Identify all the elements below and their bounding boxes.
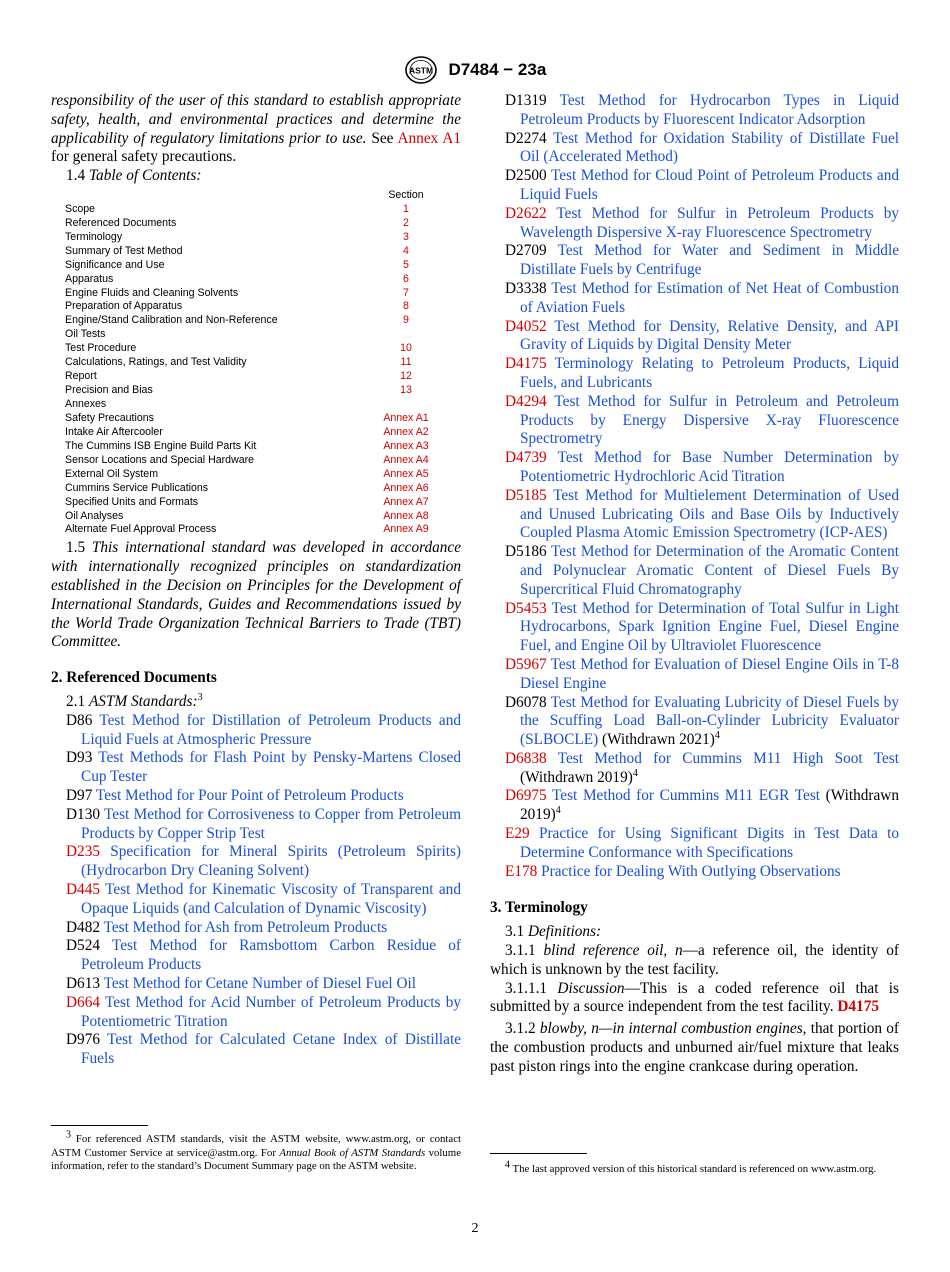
reference-title-link[interactable]: Test Method for Cloud Point of Petroleum Products and Liquid Fuels (520, 167, 899, 203)
reference-item (51, 975, 461, 994)
reference-title-link[interactable]: Test Method for Determination of the Aromatic Content and Polynuclear Aromatic Content of Diesel Fuels By Supercritical Fluid Chromatography (520, 543, 899, 598)
reference-title-link[interactable]: Practice for Dealing With Outlying Observations (541, 862, 841, 880)
toc-section-link[interactable]: 12 (400, 370, 412, 383)
toc-label: Calculations, Ratings, and Test Validity (65, 356, 247, 369)
toc-label: External Oil System (65, 467, 159, 480)
toc-label: Scope (65, 202, 96, 215)
reference-code[interactable]: D664 (66, 993, 100, 1011)
reference-title-link[interactable]: Test Method for Base Number Determination by Potentiometric Hydrochloric Acid Titration (520, 449, 899, 485)
toc-section-link[interactable]: 11 (400, 356, 412, 369)
reference-item (51, 787, 461, 806)
reference-code[interactable]: D2622 (505, 204, 547, 222)
toc-row (65, 300, 461, 314)
reference-title-link[interactable]: Test Method for Pour Point of Petroleum Products (95, 786, 404, 804)
reference-title-link[interactable]: Test Method for Cetane Number of Diesel Fuel Oil (103, 974, 417, 992)
reference-title-link[interactable]: Test Method for Multielement Determination of Used and Unused Lubricating Oils and Base Oils by Inductively Coupled Plasma Atomic Emission Spectrometry (ICP-AES) (520, 486, 899, 542)
paragraph-3-1: 3.1 Definitions: (505, 923, 602, 941)
footnote-rule-right (490, 1153, 587, 1154)
reference-item (490, 242, 899, 280)
footnote-marker: 4 (555, 805, 561, 817)
annex-a1-link[interactable]: Annex A1 (397, 129, 461, 147)
section-2-title: 2. Referenced Documents (51, 669, 217, 687)
reference-code[interactable]: D6838 (505, 749, 547, 767)
toc-section-link[interactable]: 8 (403, 300, 409, 313)
left-reference-list (51, 712, 461, 1069)
reference-item (490, 656, 899, 694)
paragraph-3-1-1: 3.1.1 blind reference oil, n—a reference oil, the identity of which is unknown by the test facility. (490, 942, 899, 978)
footnote-3: $^3$ For referenced ASTM standards, visit the ASTM website, www.astm.org, or contact ASTM Customer Service at service@astm.org. For Annual Book of ASTM Standards volume information, refer to the standard’s Document Summary page on the ASTM website. (51, 1129, 461, 1172)
section-3-title: 3. Terminology (490, 899, 588, 917)
reference-title-link[interactable]: Specification for Mineral Spirits (Petroleum Spirits) (Hydrocarbon Dry Cleaning Solvent) (81, 843, 461, 880)
reference-item (490, 600, 899, 656)
toc-row (65, 454, 461, 468)
toc-row (65, 510, 461, 524)
toc-section-link[interactable]: 1 (403, 202, 409, 215)
footnote-marker: 4 (632, 767, 638, 779)
toc-section-link[interactable]: 4 (403, 244, 409, 257)
toc-section-link[interactable]: 7 (403, 286, 409, 299)
reference-code: D2709 (505, 242, 547, 260)
reference-code: D97 (66, 786, 93, 804)
reference-status: (Withdrawn 2019) (520, 768, 633, 786)
toc-section-link[interactable]: Annex A5 (383, 467, 429, 480)
reference-code: D93 (66, 749, 93, 767)
reference-title-link[interactable]: Test Method for Ash from Petroleum Products (103, 918, 388, 936)
toc-label: Apparatus (65, 272, 114, 285)
reference-title-link[interactable]: Test Method for Water and Sediment in Middle Distillate Fuels by Centrifuge (520, 242, 899, 279)
toc-section-link[interactable]: Annex A9 (383, 523, 429, 536)
page-number: 2 (471, 1221, 479, 1236)
toc-label: Significance and Use (65, 258, 165, 271)
toc-label: Alternate Fuel Approval Process (65, 523, 217, 536)
reference-code[interactable]: D4739 (505, 449, 547, 467)
reference-title-link[interactable]: Test Method for Evaluating Lubricity of Diesel Fuels by the Scuffing Load Ball-on-Cylinder Lubricity Evaluator (SLBOCLE) (520, 693, 899, 749)
reference-title-link[interactable]: Test Method for Distillation of Petroleum Products and Liquid Fuels at Atmospheric Pressure (81, 711, 461, 748)
safety-paragraph (51, 92, 461, 167)
reference-title-link[interactable]: Test Method for Acid Number of Petroleum Products by Potentiometric Titration (81, 993, 461, 1030)
toc-section-link[interactable]: Annex A6 (383, 481, 429, 494)
toc-row (65, 259, 461, 273)
reference-title-link[interactable]: Test Method for Sulfur in Petroleum and Petroleum Products by Energy Dispersive X-ray Fluorescence Spectrometry (520, 392, 899, 448)
reference-item (490, 393, 899, 449)
reference-title-link[interactable]: Practice for Using Significant Digits in Test Data to Determine Conformance with Specifications (520, 825, 899, 861)
toc-label: Engine Fluids and Cleaning Solvents (65, 286, 239, 299)
toc-label: Safety Precautions (65, 411, 154, 424)
toc-label: Precision and Bias (65, 384, 153, 397)
reference-item (490, 787, 899, 825)
logo-text: ASTM (408, 65, 433, 76)
toc-row (65, 496, 461, 510)
toc-row (65, 384, 461, 398)
astm-logo-icon (404, 55, 438, 85)
reference-title-link[interactable]: Test Method for Hydrocarbon Types in Liquid Petroleum Products by Fluorescent Indicator Adsorption (520, 92, 899, 128)
reference-title-link[interactable]: Test Methods for Flash Point by Pensky-Martens Closed Cup Tester (81, 749, 461, 786)
toc-section-link[interactable]: Annex A1 (383, 411, 429, 424)
reference-code: D130 (66, 805, 100, 823)
reference-code[interactable]: E29 (505, 825, 530, 843)
reference-title-link[interactable]: Test Method for Sulfur in Petroleum Products by Wavelength Dispersive X-ray Fluorescence Spectrometry (520, 204, 899, 241)
toc-row (65, 398, 461, 412)
toc-label: Sensor Locations and Special Hardware (65, 453, 255, 466)
reference-status: (Withdrawn 2019) (520, 787, 899, 824)
reference-item (51, 919, 461, 938)
toc-row (65, 426, 461, 440)
toc-row (65, 412, 461, 426)
reference-code: D86 (66, 711, 93, 729)
toc-row (65, 231, 461, 245)
toc-row (65, 370, 461, 384)
paragraph-3-1-1-1: 3.1.1.1 Discussion—This is a coded reference oil that is submitted by a source independent from the test facility. D4175 (490, 979, 900, 1016)
toc-row (65, 440, 461, 454)
toc-label: Intake Air Aftercooler (65, 425, 163, 438)
reference-code[interactable]: D4052 (505, 317, 547, 335)
reference-title-link[interactable]: Test Method for Cummins M11 EGR Test (552, 787, 821, 805)
reference-item (51, 994, 461, 1032)
reference-code: D5186 (505, 543, 547, 561)
paragraph-2-1: 2.1 ASTM Standards:$^3$ (66, 691, 203, 710)
reference-item (490, 205, 899, 243)
reference-item (490, 355, 899, 393)
toc-label: Annexes (65, 398, 107, 411)
right-reference-list (490, 92, 899, 881)
reference-code[interactable]: D4175 (505, 355, 547, 373)
reference-title-link[interactable]: Test Method for Kinematic Viscosity of Transparent and Opaque Liquids (and Calculation of Dynamic Viscosity) (81, 880, 461, 917)
reference-title-link[interactable]: Test Method for Calculated Cetane Index of Distillate Fuels (81, 1031, 461, 1068)
toc-row (65, 287, 461, 301)
toc-section-link[interactable]: Annex A8 (383, 509, 429, 522)
toc-label: Oil Analyses (65, 509, 124, 522)
reference-code: D3338 (505, 279, 547, 297)
toc-row (65, 523, 461, 537)
toc-section-label: Section (388, 188, 424, 201)
toc-label: Engine/Stand Calibration and Non-Reference (65, 314, 278, 327)
toc-row (65, 342, 461, 356)
reference-code[interactable]: D4294 (505, 392, 547, 410)
toc-section-link[interactable]: 6 (403, 272, 409, 285)
reference-code[interactable]: D5967 (505, 655, 547, 673)
safety-text: responsibility of the user of this standard to establish appropriate safety, health, and environmental practices and determine the applicability of regulatory limitations prior to use. (51, 92, 461, 147)
footnote-rule-left (51, 1125, 148, 1126)
page-header (0, 55, 950, 85)
reference-title-link[interactable]: Test Method for Cummins M11 High Soot Test (557, 749, 899, 767)
toc-section-link[interactable]: 10 (400, 342, 412, 355)
reference-code: D2274 (505, 129, 547, 147)
toc-label: Referenced Documents (65, 216, 177, 229)
reference-title-link[interactable]: Test Method for Corrosiveness to Copper from Petroleum Products by Copper Strip Test (81, 805, 461, 842)
paragraph-3-1-2: 3.1.2 blowby, n—in internal combustion engines, that portion of the combustion products and unburned air/fuel mixture that leaks past piston rings into the engine crankcase during operation. (490, 1020, 899, 1075)
reference-item (490, 694, 899, 750)
reference-code[interactable]: D6975 (505, 787, 547, 805)
reference-code[interactable]: D445 (66, 880, 100, 898)
reference-code[interactable]: E178 (505, 862, 538, 880)
reference-title-link[interactable]: Test Method for Evaluation of Diesel Engine Oils in T-8 Diesel Engine (520, 655, 899, 692)
reference-item (490, 825, 899, 863)
reference-item (490, 750, 899, 788)
d4175-link[interactable]: D4175 (837, 998, 879, 1016)
toc-label: Specified Units and Formats (65, 495, 199, 508)
reference-item (490, 92, 899, 130)
reference-item (490, 543, 899, 599)
toc-heading: 1.4 Table of Contents: (66, 167, 202, 185)
reference-title-link[interactable]: Test Method for Ramsbottom Carbon Residue of Petroleum Products (81, 937, 461, 974)
reference-item (51, 937, 461, 975)
reference-item (51, 806, 461, 844)
see-text: See (371, 129, 398, 147)
reference-code: D524 (66, 937, 100, 955)
table-of-contents (65, 189, 461, 537)
left-column (51, 92, 461, 1069)
toc-row (65, 356, 461, 370)
toc-row (65, 314, 461, 328)
reference-item (51, 712, 461, 750)
reference-title-link[interactable]: Terminology Relating to Petroleum Products, Liquid Fuels, and Lubricants (520, 355, 899, 391)
toc-label: Terminology (65, 230, 123, 243)
footnote-4: $^4$ The last approved version of this historical standard is referenced on www.astm.org. (505, 1159, 877, 1175)
toc-section-link[interactable]: 2 (403, 216, 409, 229)
toc-row (65, 468, 461, 482)
document-designation: D7484 − 23a (448, 60, 547, 79)
reference-code[interactable]: D5453 (505, 599, 547, 617)
toc-section-link[interactable]: 9 (403, 314, 409, 327)
reference-title-link[interactable]: Test Method for Determination of Total Sulfur in Light Hydrocarbons, Spark Ignition Engine Fuel, Diesel Engine Fuel, and Engine Oil by Ultraviolet Fluorescence (520, 599, 899, 655)
safety-tail: for general safety precautions. (51, 148, 237, 166)
reference-item (490, 167, 899, 205)
toc-label: Cummins Service Publications (65, 481, 209, 494)
toc-section-link[interactable]: Annex A7 (383, 495, 429, 508)
toc-label: The Cummins ISB Engine Build Parts Kit (65, 439, 257, 452)
toc-row (65, 203, 461, 217)
reference-status: (Withdrawn 2021) (598, 731, 715, 749)
reference-title-link[interactable]: Test Method for Estimation of Net Heat of Combustion of Aviation Fuels (520, 279, 899, 316)
reference-item (51, 1031, 461, 1069)
reference-item (51, 843, 461, 881)
toc-section-link[interactable]: 5 (403, 258, 409, 271)
reference-item (51, 881, 461, 919)
reference-item (490, 130, 899, 168)
reference-title-link[interactable]: Test Method for Density, Relative Density, and API Gravity of Liquids by Digital Density Meter (520, 317, 899, 354)
reference-code: D482 (66, 918, 100, 936)
toc-section-link[interactable]: 3 (403, 230, 409, 243)
toc-row (65, 245, 461, 259)
toc-label: Report (65, 370, 97, 383)
reference-code: D2500 (505, 167, 547, 185)
reference-item (490, 863, 899, 882)
toc-row (65, 273, 461, 287)
reference-code: D1319 (505, 92, 547, 109)
toc-row (65, 217, 461, 231)
reference-item (51, 749, 461, 787)
right-column (490, 92, 899, 1077)
paragraph-1-5: 1.5 This international standard was developed in accordance with internationally recognized principles on standardization established in the Decision on Principles for the Development of International Standards, Guides and Recommendations issued by the World Trade Organization Technical Barriers to Trade (TBT) Committee. (51, 539, 461, 651)
reference-code[interactable]: D5185 (505, 486, 547, 504)
toc-section-link[interactable]: 13 (400, 384, 412, 397)
reference-code[interactable]: D235 (66, 843, 100, 861)
toc-section-link[interactable]: Annex A4 (383, 453, 429, 466)
toc-label: Preparation of Apparatus (65, 300, 183, 313)
reference-code: D613 (66, 974, 100, 992)
reference-item (490, 318, 899, 356)
footnote-marker: 4 (714, 730, 720, 741)
reference-item (490, 280, 899, 318)
toc-section-link[interactable]: Annex A2 (383, 425, 429, 438)
reference-code: D976 (66, 1031, 100, 1049)
toc-row (65, 328, 461, 342)
reference-code: D6078 (505, 693, 547, 711)
reference-item (490, 449, 899, 487)
toc-label: Summary of Test Method (65, 244, 183, 257)
toc-section-link[interactable]: Annex A3 (383, 439, 429, 452)
toc-label: Test Procedure (65, 342, 137, 355)
toc-row (65, 482, 461, 496)
reference-item (490, 487, 899, 543)
toc-header-row (65, 189, 461, 203)
reference-title-link[interactable]: Test Method for Oxidation Stability of Distillate Fuel Oil (Accelerated Method) (520, 129, 899, 166)
toc-label: Oil Tests (65, 328, 106, 341)
